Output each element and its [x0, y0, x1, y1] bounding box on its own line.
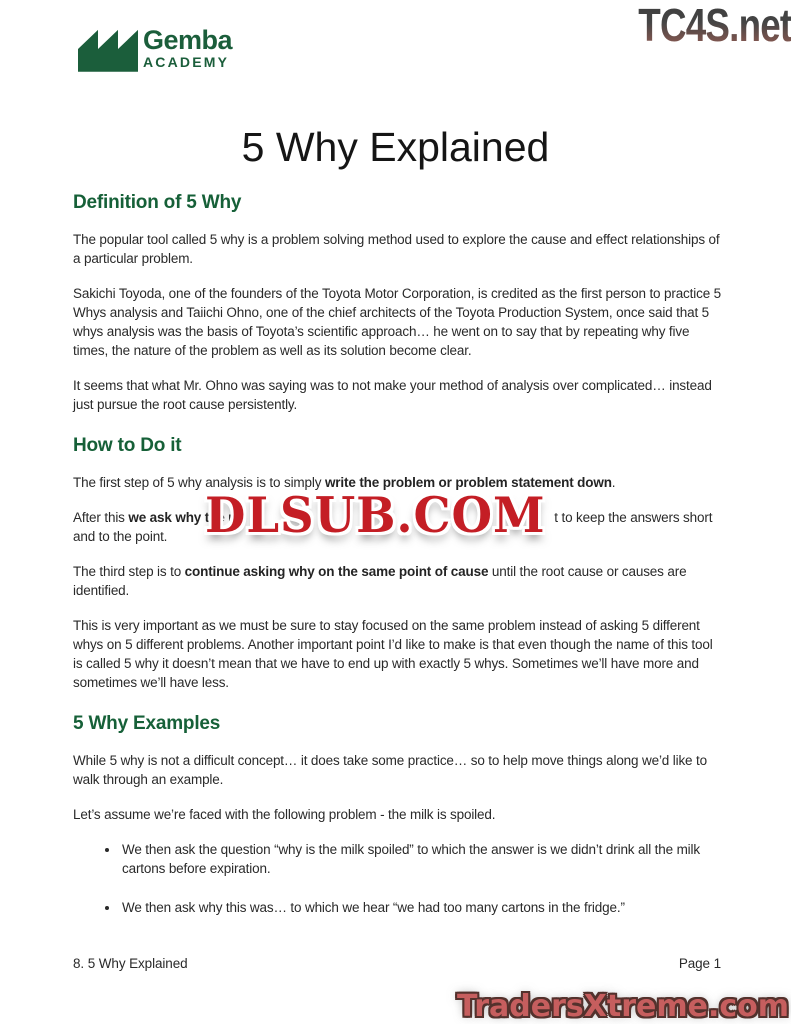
factory-icon: [78, 26, 138, 72]
paragraph: Sakichi Toyoda, one of the founders of the Toyota Motor Corporation, is credited as the first person to practice 5 Whys analysis and Taiichi Ohno, one of the chief architects of the Toyota Production System, once said that 5 whys analysis was the basis of Toyota’s scientific approach… he went on to say that by repeating why five times, the nature of the problem as well as its solution become clear.: [73, 286, 722, 358]
text-run: until the root cause or causes are identified.: [73, 564, 687, 598]
text-run: The third step is to: [73, 564, 185, 579]
watermark-tc4s: TC4S.net: [637, 0, 791, 51]
footer-page-number: Page 1: [678, 956, 721, 971]
section-heading-definition: Definition of 5 Why: [73, 192, 242, 213]
logo-text: [143, 26, 232, 70]
logo-brand-label: Gemba: [143, 25, 233, 55]
section-heading-how-to: How to Do it: [73, 435, 182, 456]
paragraph: Let’s assume we’re faced with the following problem - the milk is spoiled.: [73, 807, 496, 822]
gemba-academy-logo: [78, 26, 232, 72]
watermark-dlsub: DLSUB.COM: [205, 486, 546, 544]
page-footer: [73, 955, 721, 972]
watermark-tradersxtreme: TradersXtreme.com: [457, 989, 789, 1024]
list-item: • We then ask the question “why is the milk spoiled” to which the answer is we didn’t drink all the milk cartons before expiration.: [120, 840, 723, 878]
bold-run: we ask why the p: [128, 510, 237, 525]
text-run: .: [611, 475, 616, 490]
bold-run: write the problem or problem statement down: [324, 475, 612, 490]
paragraph: While 5 why is not a difficult concept… it does take some practice… so to help move things along we’d like to walk through an example.: [73, 753, 707, 787]
logo-sub-label: ACADEMY: [143, 54, 230, 70]
footer-document-name: 8. 5 Why Explained: [73, 956, 188, 971]
paragraph-with-watermark: [73, 486, 723, 546]
bold-run: continue asking why on the same point of cause: [184, 564, 489, 579]
paragraph: This is very important as we must be sure to stay focused on the same problem instead of asking 5 different whys on 5 different problems. Another important point I’d like to make is that even though the name of this tool is called 5 why it doesn’t mean that we have to end up with exactly 5 whys. Sometimes we’ll have more and sometimes we’ll have less.: [73, 618, 713, 690]
example-bullet-list: [73, 840, 723, 917]
text-run: The first step of 5 why analysis is to simply: [73, 475, 325, 490]
content-column: [73, 191, 723, 917]
paragraph: [73, 562, 723, 600]
text-run: t to keep the answers short and to the point.: [73, 510, 713, 544]
list-item: • We then ask why this was… to which we hear “we had too many cartons in the fridge.”: [120, 898, 723, 917]
paragraph: The popular tool called 5 why is a problem solving method used to explore the cause and effect relationships of a particular problem.: [73, 232, 720, 266]
text-run: After this: [73, 510, 129, 525]
paragraph: It seems that what Mr. Ohno was saying was to not make your method of analysis over complicated… instead just pursue the root cause persistently.: [73, 378, 712, 412]
page-title: 5 Why Explained: [241, 124, 550, 170]
section-heading-examples: 5 Why Examples: [73, 713, 221, 734]
